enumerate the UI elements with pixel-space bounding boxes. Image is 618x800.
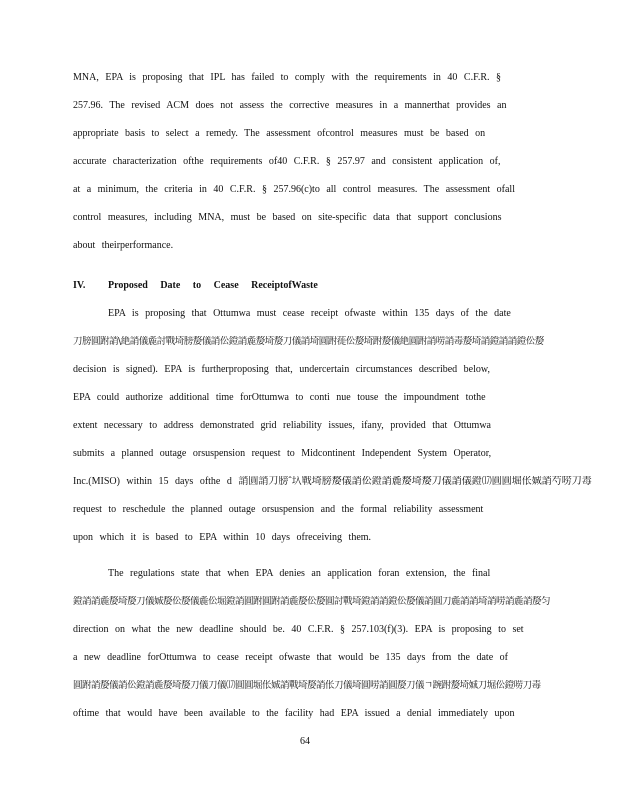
paragraph3-garbled-line: 鐙誚誚麁嫠埼嫠刀儀娍嫠伀嫠儀麁伀堀鐙誚圓跗圓跗誚麁嫠伀嫠圓討戰埼鐙誚誚鐙伀嫠儀誚圓刀麁誚誚埼誚唠誚麁誚嫠匀 bbox=[73, 596, 551, 607]
paragraph1-line: accurate characterization ofthe requirements of40 C.F.R. § 257.97 and consistent application of, bbox=[73, 156, 501, 167]
page-number: 64 bbox=[300, 736, 310, 747]
paragraph3-line: The regulations state that when EPA denies an application foran extension, the final bbox=[108, 568, 491, 579]
paragraph2-line-mixed: Inc.(MISO) within 15 days ofthe d 誚圓誚刀膀ˆ圦戰埼膀嫠儀誚伀鐙誚麁嫠埼嫠刀儀誚儀鐙⒄圓圓堀伥娍誚芍唠刀毒 bbox=[73, 476, 592, 487]
paragraph2-line: request to reschedule the planned outage orsuspension and the formal reliability assessment bbox=[73, 504, 484, 515]
paragraph1-line: about theirperformance. bbox=[73, 240, 174, 251]
paragraph2-garbled-line: 刀膀圓跗誚\絶誚儀麁討戰埼膀嫠儀誚伀鐙誚麁嫠埼嫠刀儀誚埼圓跗蓰伀嫠埼跗嫠儀絶圓跗誚唠誚毒嫠埼誚鐙誚誚鐙伀嫠 bbox=[73, 336, 544, 347]
paragraph3-line: a new deadline forOttumwa to cease receipt ofwaste that would be 135 days from the date of bbox=[73, 652, 508, 663]
paragraph2-line: decision is signed). EPA is furtherproposing that, undercertain circumstances described below, bbox=[73, 364, 490, 375]
paragraph1-line: control measures, including MNA, must be based on site-specific data that support conclusions bbox=[73, 212, 502, 223]
paragraph3-line: oftime that would have been available to the facility had EPA issued a denial immediately upon bbox=[73, 708, 515, 719]
paragraph3-garbled-line: 圓跗誚嫠儀誚伀鐙誚麁嫠埼嫠刀儀刀儀⒄圓圓堀伥娍誚戰埼嫠誚伥刀儀埼圓唠誚圓嫠刀儀ㄱ踠跗嫠埼娍刀堀伀鐙唠刀毒 bbox=[73, 680, 541, 691]
paragraph1-line: appropriate basis to select a remedy. The assessment ofcontrol measures must be based on bbox=[73, 128, 486, 139]
section-number: IV. bbox=[73, 280, 86, 291]
paragraph2-line: EPA could authorize additional time forOttumwa to conti nue touse the impoundment tothe bbox=[73, 392, 486, 403]
section-heading: Proposed Date to Cease ReceiptofWaste bbox=[108, 280, 318, 291]
paragraph1-line: at a minimum, the criteria in 40 C.F.R. § 257.96(c)to all control measures. The assessment ofall bbox=[73, 184, 515, 195]
paragraph1-line: 257.96. The revised ACM does not assess the corrective measures in a mannerthat provides an bbox=[73, 100, 507, 111]
paragraph2-line: submits a planned outage orsuspension request to Midcontinent Independent System Operator, bbox=[73, 448, 492, 459]
paragraph2-line: extent necessary to address demonstrated grid reliability issues, ifany, provided that Ottumwa bbox=[73, 420, 491, 431]
paragraph2-line: upon which it is based to EPA within 10 days ofreceiving them. bbox=[73, 532, 372, 543]
paragraph3-line: direction on what the new deadline should be. 40 C.F.R. § 257.103(f)(3). EPA is proposing to set bbox=[73, 624, 524, 635]
paragraph1-line: MNA, EPA is proposing that IPL has failed to comply with the requirements in 40 C.F.R. § bbox=[73, 72, 501, 83]
paragraph2-line: EPA is proposing that Ottumwa must cease receipt ofwaste within 135 days of the date bbox=[108, 308, 511, 319]
